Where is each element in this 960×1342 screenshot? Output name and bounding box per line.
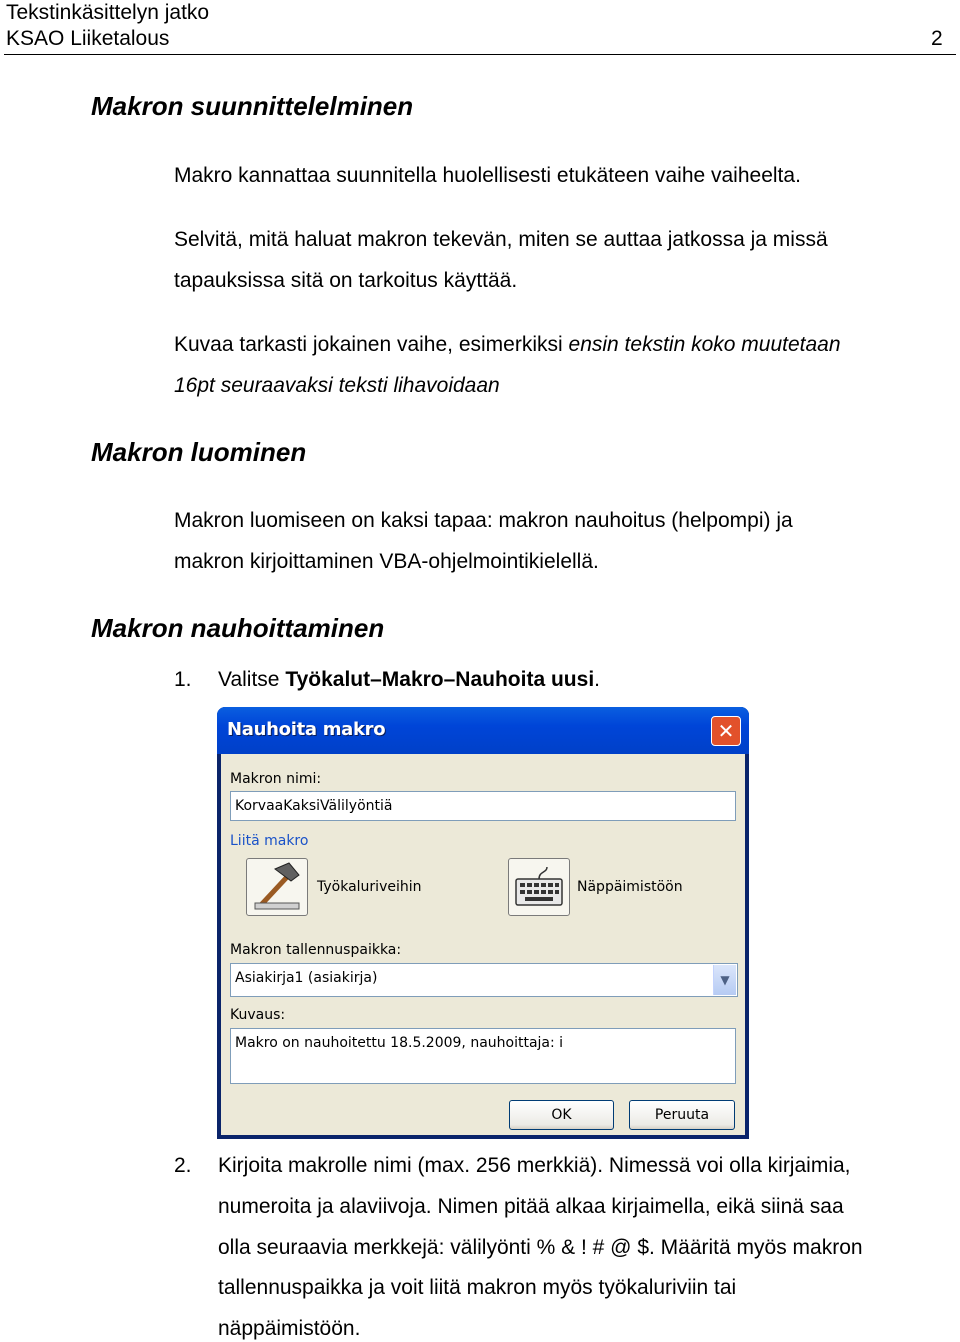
- step-number: 1.: [174, 668, 192, 691]
- keyboard-icon: [509, 859, 569, 915]
- paragraph: Selvitä, mitä haluat makron tekevän, miten se auttaa jatkossa ja missä: [174, 228, 828, 251]
- page-number: 2: [931, 27, 943, 50]
- paragraph: [174, 374, 500, 398]
- paragraph: makron kirjoittaminen VBA-ohjelmointikielellä.: [174, 550, 599, 573]
- keyboard-button[interactable]: [508, 858, 570, 916]
- paragraph: [174, 333, 841, 357]
- description-textarea[interactable]: Makro on nauhoitettu 18.5.2009, nauhoittaja: i: [230, 1028, 736, 1084]
- italic-text: 16pt seuraavaksi teksti lihavoidaan: [174, 374, 500, 397]
- step-2-line: olla seuraavia merkkejä: välilyönti % & ! # @ $. Määritä myös makron: [218, 1236, 863, 1259]
- text: Valitse: [218, 668, 286, 691]
- store-location-value: Asiakirja1 (asiakirja): [235, 970, 378, 986]
- step-2-line: näppäimistöön.: [218, 1317, 361, 1340]
- header-org: KSAO Liiketalous: [6, 27, 170, 50]
- heading-makron-nauhoittaminen: Makron nauhoittaminen: [91, 613, 385, 643]
- italic-text: ensin tekstin koko muutetaan: [568, 333, 841, 356]
- keyboard-label: Näppäimistöön: [577, 879, 683, 895]
- toolbars-button[interactable]: [246, 858, 308, 916]
- heading-makron-luominen: Makron luominen: [91, 437, 307, 467]
- header-doc-title: Tekstinkäsittelyn jatko: [6, 1, 210, 24]
- step-1-text: [218, 668, 600, 692]
- text: Kuvaa tarkasti jokainen vaihe, esimerkiksi: [174, 333, 569, 356]
- paragraph: Makron luomiseen on kaksi tapaa: makron nauhoitus (helpompi) ja: [174, 509, 793, 532]
- chevron-down-icon[interactable]: ▼: [713, 965, 736, 995]
- cancel-button[interactable]: Peruuta: [629, 1100, 735, 1130]
- text: .: [594, 668, 600, 691]
- menu-path: Työkalut–Makro–Nauhoita uusi: [285, 668, 595, 691]
- dialog-body: [221, 754, 745, 1135]
- toolbars-label: Työkaluriveihin: [317, 879, 422, 895]
- store-location-label: Makron tallennuspaikka:: [230, 942, 402, 958]
- step-2-line: numeroita ja alaviivoja. Nimen pitää alkaa kirjaimella, eikä siinä saa: [218, 1195, 844, 1218]
- description-label: Kuvaus:: [230, 1007, 286, 1023]
- store-location-select[interactable]: [230, 963, 738, 997]
- ok-button[interactable]: OK: [509, 1100, 614, 1130]
- hammer-icon: [247, 859, 307, 915]
- step-2-line: Kirjoita makrolle nimi (max. 256 merkkiä). Nimessä voi olla kirjaimia,: [218, 1154, 851, 1177]
- record-macro-dialog: [217, 707, 749, 1139]
- heading-makron-suunnittelelminen: Makron suunnittelelminen: [91, 91, 414, 121]
- macro-name-label: Makron nimi:: [230, 771, 322, 787]
- dialog-titlebar: [217, 707, 749, 754]
- attach-macro-label: Liitä makro: [230, 833, 309, 849]
- paragraph: tapauksissa sitä on tarkoitus käyttää.: [174, 269, 518, 292]
- step-2-line: tallennuspaikka ja voit liitä makron myös työkaluriviin tai: [218, 1276, 737, 1299]
- step-number: 2.: [174, 1154, 192, 1177]
- dialog-title: Nauhoita makro: [227, 719, 386, 740]
- paragraph: Makro kannattaa suunnitella huolellisesti etukäteen vaihe vaiheelta.: [174, 164, 801, 187]
- header-rule: [4, 54, 956, 55]
- close-icon[interactable]: ✕: [711, 716, 741, 746]
- macro-name-input[interactable]: KorvaaKaksiVälilyöntiä: [230, 791, 736, 821]
